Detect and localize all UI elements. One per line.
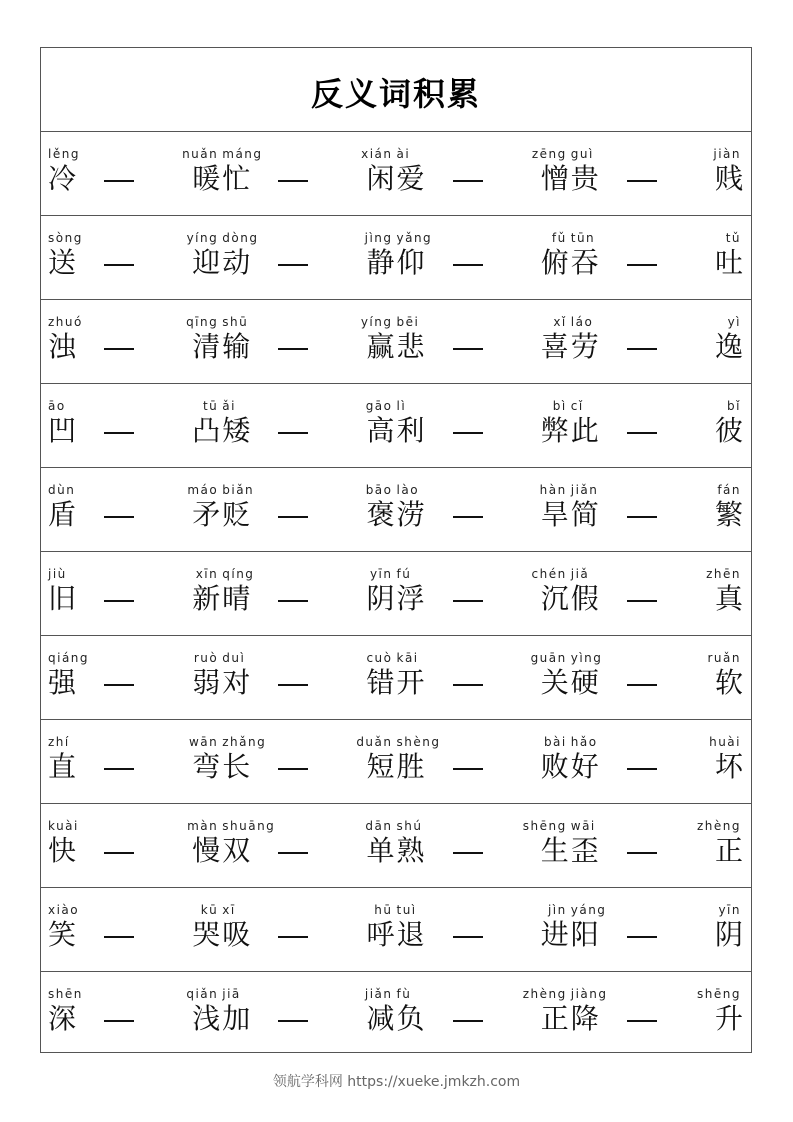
hanzi-right: 新 [192,582,221,615]
hanzi-left: 吞 [570,246,599,279]
pinyin-left: hǎo [570,735,598,749]
pinyin-right: zhèng [696,819,741,833]
hanzi-left: 盾 [48,498,77,531]
pinyin-right: jìn [547,903,567,917]
antonym-pair [222,636,396,719]
pinyin-left: xī [222,903,236,917]
dash-separator [278,264,308,266]
pinyin-left: fù [396,987,412,1001]
pinyin-right: jiǎn [364,987,393,1001]
pinyin-right: fán [717,483,741,497]
pinyin-right: yīn [718,903,741,917]
antonym-pair [397,972,571,1054]
hanzi-right: 阴 [714,918,743,951]
hanzi-right: 清 [192,330,221,363]
antonym-pair [222,972,396,1054]
pinyin-right: yì [727,315,741,329]
pinyin-right: máo [187,483,219,497]
pinyin-left: dùn [48,483,76,497]
hanzi-left: 笑 [48,918,77,951]
table-row [41,216,751,300]
antonym-pair [48,216,222,299]
hanzi-left: 负 [396,1002,425,1035]
pinyin-right: yīn [369,567,393,581]
pinyin-right: yíng [360,315,393,329]
dash-separator [627,516,657,518]
antonym-pair [222,804,396,887]
antonym-pair [397,468,571,551]
antonym-table [40,47,752,1053]
table-row [41,636,751,720]
pinyin-right: shēng [697,987,741,1001]
antonym-pair [397,636,571,719]
dash-separator [627,936,657,938]
antonym-pair [222,552,396,635]
pinyin-left: jiǎn [570,483,599,497]
hanzi-left: 忙 [222,162,251,195]
hanzi-right: 高 [366,414,395,447]
dash-separator [104,432,134,434]
dash-separator [627,852,657,854]
antonym-pair [48,972,222,1054]
pinyin-right: tū [202,399,219,413]
hanzi-right: 生 [540,834,569,867]
antonym-pair [222,384,396,467]
hanzi-right: 正 [714,834,743,867]
dash-separator [453,852,483,854]
dash-separator [104,852,134,854]
pinyin-left: xiào [48,903,80,917]
hanzi-right: 弊 [540,414,569,447]
pinyin-right: zhèng [522,987,567,1001]
pinyin-right: qīng [186,315,219,329]
table-row [41,468,751,552]
hanzi-left: 晴 [222,582,251,615]
hanzi-right: 减 [366,1002,395,1035]
dash-separator [104,936,134,938]
hanzi-right: 赢 [366,330,395,363]
hanzi-left: 悲 [396,330,425,363]
dash-separator [627,600,657,602]
antonym-pair [222,888,396,971]
hanzi-right: 阴 [366,582,395,615]
hanzi-left: 冷 [48,162,77,195]
antonym-pair [397,804,571,887]
hanzi-right: 喜 [540,330,569,363]
title-row [41,48,751,132]
pinyin-left: zhǎng [222,735,267,749]
antonym-pair [571,132,745,215]
antonym-pair [48,552,222,635]
dash-separator [453,516,483,518]
pinyin-right: tǔ [725,231,741,245]
dash-separator [627,768,657,770]
table-row [41,384,751,468]
hanzi-right: 凸 [192,414,221,447]
pinyin-right: zhēn [706,567,741,581]
pinyin-right: ruò [193,651,219,665]
table-row [41,720,751,804]
pinyin-left: ài [396,147,411,161]
hanzi-right: 闲 [366,162,395,195]
hanzi-left: 仰 [396,246,425,279]
table-row [41,972,751,1054]
hanzi-right: 坏 [714,750,743,783]
antonym-pair [48,888,222,971]
pinyin-left: shuāng [222,819,276,833]
hanzi-right: 贱 [714,162,743,195]
pinyin-left: tūn [570,231,596,245]
pinyin-right: wān [188,735,219,749]
pinyin-left: fú [396,567,412,581]
hanzi-right: 哭 [192,918,221,951]
antonym-pair [222,216,396,299]
dash-separator [278,768,308,770]
pinyin-right: huài [709,735,741,749]
antonym-pair [48,384,222,467]
hanzi-left: 输 [222,330,251,363]
pinyin-left: shèng [396,735,441,749]
antonym-pair [571,384,745,467]
hanzi-right: 进 [540,918,569,951]
pinyin-left: kuài [48,819,79,833]
hanzi-left: 简 [570,498,599,531]
pinyin-right: bài [543,735,567,749]
dash-separator [278,684,308,686]
pinyin-right: shēng [522,819,567,833]
hanzi-left: 阳 [570,918,599,951]
pinyin-right: màn [187,819,219,833]
pinyin-left: láo [570,315,594,329]
antonym-pair [222,720,396,803]
antonym-pair [222,300,396,383]
dash-separator [104,516,134,518]
hanzi-left: 对 [222,666,251,699]
dash-separator [278,1020,308,1022]
dash-separator [453,348,483,350]
hanzi-right: 错 [366,666,395,699]
dash-separator [104,264,134,266]
dash-separator [627,348,657,350]
antonym-pair [397,888,571,971]
antonym-pair [571,888,745,971]
antonym-pair [48,804,222,887]
hanzi-right: 静 [366,246,395,279]
hanzi-right: 旱 [540,498,569,531]
hanzi-left: 硬 [570,666,599,699]
hanzi-left: 浊 [48,330,77,363]
hanzi-right: 呼 [366,918,395,951]
pinyin-left: dòng [222,231,259,245]
pinyin-left: ǎi [222,399,236,413]
antonym-pair [397,384,571,467]
pinyin-left: máng [222,147,263,161]
pinyin-left: qíng [222,567,255,581]
dash-separator [627,432,657,434]
hanzi-left: 双 [222,834,251,867]
hanzi-left: 熟 [396,834,425,867]
pinyin-right: bāo [365,483,393,497]
footer-watermark: 领航学科网 https://xueke.jmkzh.com [272,1074,521,1090]
hanzi-left: 快 [48,834,77,867]
hanzi-right: 逸 [714,330,743,363]
dash-separator [453,432,483,434]
pinyin-left: guì [570,147,594,161]
antonym-pair [397,720,571,803]
hanzi-left: 贬 [222,498,251,531]
hanzi-left: 开 [396,666,425,699]
table-row [41,888,751,972]
dash-separator [278,600,308,602]
pinyin-left: biǎn [222,483,255,497]
pinyin-left: shū [222,315,249,329]
hanzi-right: 短 [366,750,395,783]
pinyin-right: xǐ [553,315,567,329]
hanzi-left: 胜 [396,750,425,783]
dash-separator [104,600,134,602]
antonym-pair [571,804,745,887]
dash-separator [278,936,308,938]
hanzi-right: 矛 [192,498,221,531]
hanzi-right: 弯 [192,750,221,783]
hanzi-left: 深 [48,1002,77,1035]
dash-separator [278,516,308,518]
pinyin-right: zēng [531,147,567,161]
pinyin-right: jìng [364,231,393,245]
hanzi-left: 矮 [222,414,251,447]
hanzi-left: 退 [396,918,425,951]
dash-separator [278,432,308,434]
hanzi-right: 升 [714,1002,743,1035]
hanzi-left: 强 [48,666,77,699]
hanzi-right: 沉 [540,582,569,615]
dash-separator [453,684,483,686]
dash-separator [627,264,657,266]
hanzi-right: 迎 [192,246,221,279]
dash-separator [453,936,483,938]
dash-separator [453,600,483,602]
pinyin-left: duì [222,651,246,665]
pinyin-left: lào [396,483,420,497]
pinyin-right: chén [531,567,567,581]
pinyin-left: yáng [570,903,607,917]
pinyin-left: cǐ [570,399,584,413]
antonym-pair [48,720,222,803]
pinyin-left: shú [396,819,423,833]
hanzi-right: 正 [540,1002,569,1035]
pinyin-right: xián [361,147,393,161]
hanzi-left: 凹 [48,414,77,447]
pinyin-right: nuǎn [182,147,219,161]
dash-separator [453,1020,483,1022]
hanzi-left: 假 [570,582,599,615]
hanzi-right: 俯 [540,246,569,279]
hanzi-left: 劳 [570,330,599,363]
hanzi-left: 爱 [396,162,425,195]
hanzi-right: 单 [366,834,395,867]
pinyin-right: bǐ [727,399,741,413]
hanzi-right: 繁 [714,498,743,531]
hanzi-left: 直 [48,750,77,783]
table-row [41,804,751,888]
hanzi-left: 好 [570,750,599,783]
pinyin-left: yǎng [396,231,433,245]
dash-separator [627,180,657,182]
hanzi-right: 真 [714,582,743,615]
hanzi-left: 旧 [48,582,77,615]
pinyin-right: qiǎn [186,987,219,1001]
dash-separator [104,684,134,686]
pinyin-left: jiǎ [570,567,590,581]
hanzi-left: 歪 [570,834,599,867]
dash-separator [104,768,134,770]
pinyin-right: hàn [539,483,567,497]
hanzi-left: 贵 [570,162,599,195]
hanzi-right: 暖 [192,162,221,195]
pinyin-left: āo [48,399,66,413]
hanzi-right: 浅 [192,1002,221,1035]
hanzi-right: 彼 [714,414,743,447]
antonym-pair [48,636,222,719]
pinyin-right: dān [365,819,393,833]
pinyin-left: kāi [396,651,419,665]
page-title: 反义词积累 [310,74,481,113]
pinyin-right: duǎn [356,735,393,749]
antonym-pair [397,300,571,383]
antonym-pair [571,468,745,551]
pinyin-left: lì [396,399,407,413]
pinyin-right: fǔ [551,231,567,245]
antonym-pair [571,216,745,299]
antonym-pair [397,552,571,635]
hanzi-left: 送 [48,246,77,279]
pinyin-left: lěng [48,147,80,161]
pinyin-left: jiàng [570,987,608,1001]
table-row [41,300,751,384]
hanzi-left: 动 [222,246,251,279]
dash-separator [104,180,134,182]
antonym-pair [571,552,745,635]
pinyin-left: zhí [48,735,70,749]
hanzi-right: 吐 [714,246,743,279]
dash-separator [104,1020,134,1022]
pinyin-right: guān [530,651,567,665]
antonym-pair [571,636,745,719]
pinyin-left: jiā [222,987,241,1001]
hanzi-left: 此 [570,414,599,447]
pinyin-right: jiàn [713,147,741,161]
dash-separator [453,768,483,770]
pinyin-left: yìng [570,651,603,665]
pinyin-right: gāo [365,399,393,413]
hanzi-right: 褒 [366,498,395,531]
pinyin-left: tuì [396,903,417,917]
antonym-pair [397,216,571,299]
dash-separator [627,684,657,686]
hanzi-right: 憎 [540,162,569,195]
hanzi-left: 利 [396,414,425,447]
antonym-pair [222,132,396,215]
antonym-pair [222,468,396,551]
dash-separator [453,180,483,182]
hanzi-left: 浮 [396,582,425,615]
dash-separator [104,348,134,350]
pinyin-left: qiáng [48,651,90,665]
pinyin-right: bì [552,399,567,413]
hanzi-right: 弱 [192,666,221,699]
dash-separator [453,264,483,266]
hanzi-left: 吸 [222,918,251,951]
hanzi-left: 降 [570,1002,599,1035]
dash-separator [278,852,308,854]
pinyin-right: kū [200,903,219,917]
antonym-pair [571,300,745,383]
hanzi-right: 软 [714,666,743,699]
hanzi-left: 加 [222,1002,251,1035]
antonym-pair [397,132,571,215]
dash-separator [627,1020,657,1022]
pinyin-right: cuò [366,651,393,665]
pinyin-right: hū [374,903,393,917]
hanzi-left: 长 [222,750,251,783]
antonym-pair [48,468,222,551]
pinyin-left: bēi [396,315,420,329]
pinyin-right: xīn [195,567,219,581]
table-body [41,132,751,1054]
pinyin-left: jiù [48,567,67,581]
hanzi-right: 关 [540,666,569,699]
pinyin-right: yíng [186,231,219,245]
hanzi-right: 慢 [192,834,221,867]
pinyin-left: wāi [570,819,596,833]
antonym-pair [571,972,745,1054]
dash-separator [278,348,308,350]
hanzi-right: 败 [540,750,569,783]
table-row [41,552,751,636]
antonym-pair [571,720,745,803]
pinyin-left: sòng [48,231,83,245]
dash-separator [278,180,308,182]
hanzi-left: 涝 [396,498,425,531]
antonym-pair [48,300,222,383]
pinyin-right: ruǎn [707,651,741,665]
pinyin-left: zhuó [48,315,83,329]
table-row [41,132,751,216]
pinyin-left: shēn [48,987,83,1001]
antonym-pair [48,132,222,215]
